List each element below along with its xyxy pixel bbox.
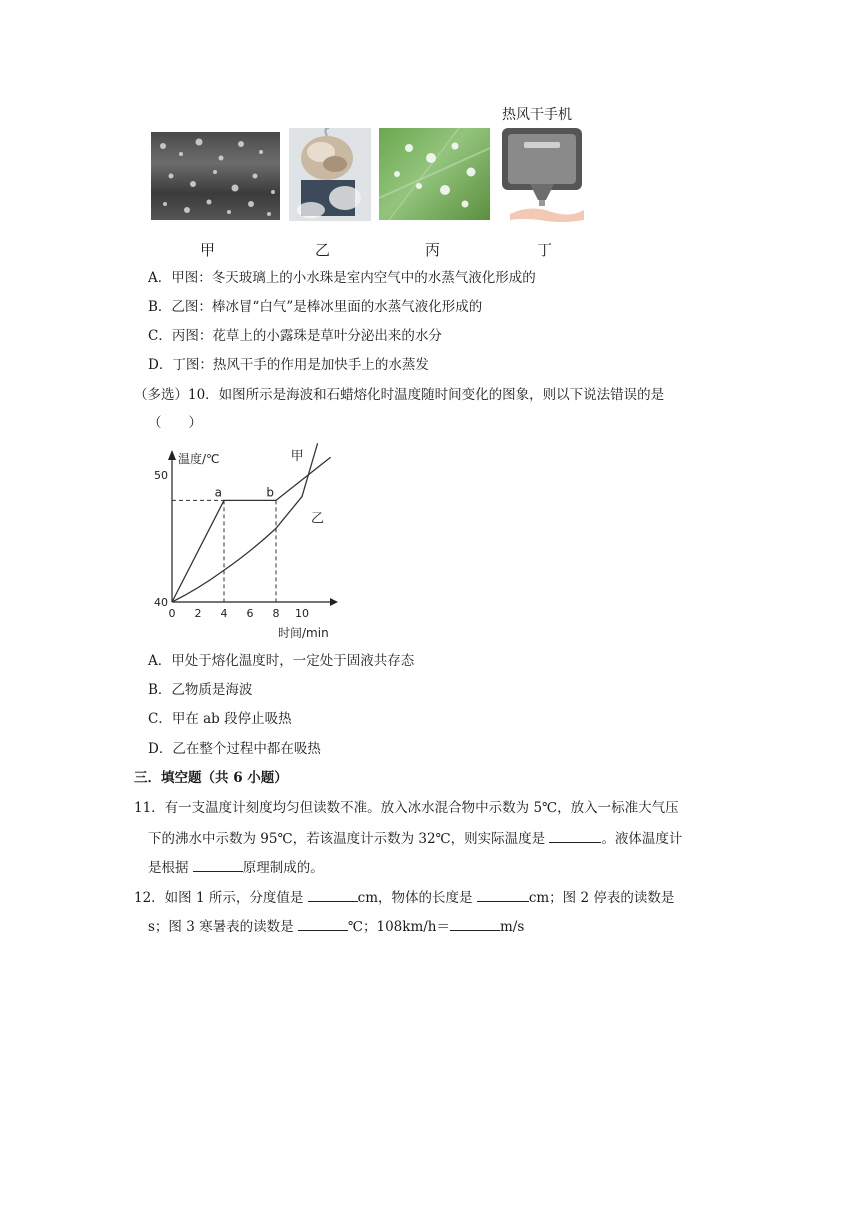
q12-text: cm；图 2 停表的读数是	[528, 890, 675, 906]
q12-text: 12．如图 1 所示，分度值是	[134, 890, 308, 906]
caption-bing: 丙	[425, 241, 441, 259]
y-axis-label: 温度/℃	[178, 452, 220, 466]
q10-stem-bracket: （ ）	[148, 415, 202, 431]
x-tick-label: 0	[168, 607, 176, 620]
leaf-dew-image	[379, 128, 490, 220]
section-title: 三．填空题（共 6 小题）	[134, 770, 288, 786]
q9-figure	[150, 100, 590, 260]
x-tick-label: 6	[246, 607, 254, 620]
y-axis-arrow	[168, 450, 176, 460]
answer-blank[interactable]	[308, 887, 358, 902]
q10-option-c: C．甲在 ab 段停止吸热	[148, 711, 292, 727]
q9-option-b: B．乙图：棒冰冒“白气”是棒冰里面的水蒸气液化形成的	[148, 299, 483, 315]
caption-yi: 乙	[315, 241, 331, 259]
x-tick-label: 4	[220, 607, 228, 620]
q12-text: cm，物体的长度是	[357, 890, 477, 906]
y-tick-label: 40	[154, 596, 168, 609]
point-label: a	[214, 485, 222, 500]
x-axis-label: 时间/min	[278, 626, 329, 640]
q12-line1	[134, 887, 674, 908]
answer-blank[interactable]	[477, 887, 529, 902]
q12-text: s；图 3 寒暑表的读数是	[148, 919, 298, 935]
q12-text: ℃；108km/h＝	[347, 919, 450, 935]
hand-dryer-image	[500, 128, 586, 224]
q11-text: 是根据	[148, 860, 193, 876]
q12-text: m/s	[499, 919, 525, 935]
q11-line2	[148, 828, 682, 849]
q9-option-a: A．甲图：冬天玻璃上的小水珠是室内空气中的水蒸气液化形成的	[148, 270, 536, 286]
answer-blank[interactable]	[549, 828, 601, 843]
answer-blank[interactable]	[298, 916, 348, 931]
hand-dryer-label: 热风干手机	[502, 107, 572, 123]
ice-cream-image	[289, 128, 371, 221]
x-tick-label: 10	[295, 607, 309, 620]
x-axis-arrow	[330, 598, 338, 606]
q9-option-d: D．丁图：热风干手的作用是加快手上的水蒸发	[148, 357, 429, 373]
series-label-jia: 甲	[290, 449, 304, 465]
q12-line2	[148, 916, 524, 937]
series-line-yi	[172, 443, 318, 602]
answer-blank[interactable]	[193, 857, 243, 872]
x-tick-label: 8	[272, 607, 280, 620]
y-tick-label: 50	[154, 469, 168, 482]
answer-blank[interactable]	[450, 916, 500, 931]
q11-line1: 11．有一支温度计刻度均匀但读数不准。放入冰水混合物中示数为 5℃，放入一标准大气压	[134, 800, 679, 816]
q10-option-b: B．乙物质是海波	[148, 682, 253, 698]
q10-option-a: A．甲处于熔化温度时，一定处于固液共存态	[148, 653, 415, 669]
q11-text: 。液体温度计	[601, 831, 683, 847]
point-label: b	[266, 485, 274, 500]
caption-ding: 丁	[537, 241, 553, 259]
q9-option-c: C．丙图：花草上的小露珠是草叶分泌出来的水分	[148, 328, 442, 344]
q10-stem: （多选）10．如图所示是海波和石蜡熔化时温度随时间变化的图象，则以下说法错误的是	[134, 387, 665, 403]
q11-text: 下的沸水中示数为 95℃，若该温度计示数为 32℃，则实际温度是	[148, 831, 550, 847]
q11-text: 原理制成的。	[242, 860, 324, 876]
caption-jia: 甲	[200, 241, 216, 259]
series-label-yi: 乙	[311, 511, 325, 527]
q10-option-d: D．乙在整个过程中都在吸热	[148, 741, 321, 757]
x-tick-label: 2	[194, 607, 202, 620]
window-droplets-image	[151, 132, 280, 220]
melting-chart	[148, 440, 348, 646]
q11-line3	[148, 857, 324, 878]
